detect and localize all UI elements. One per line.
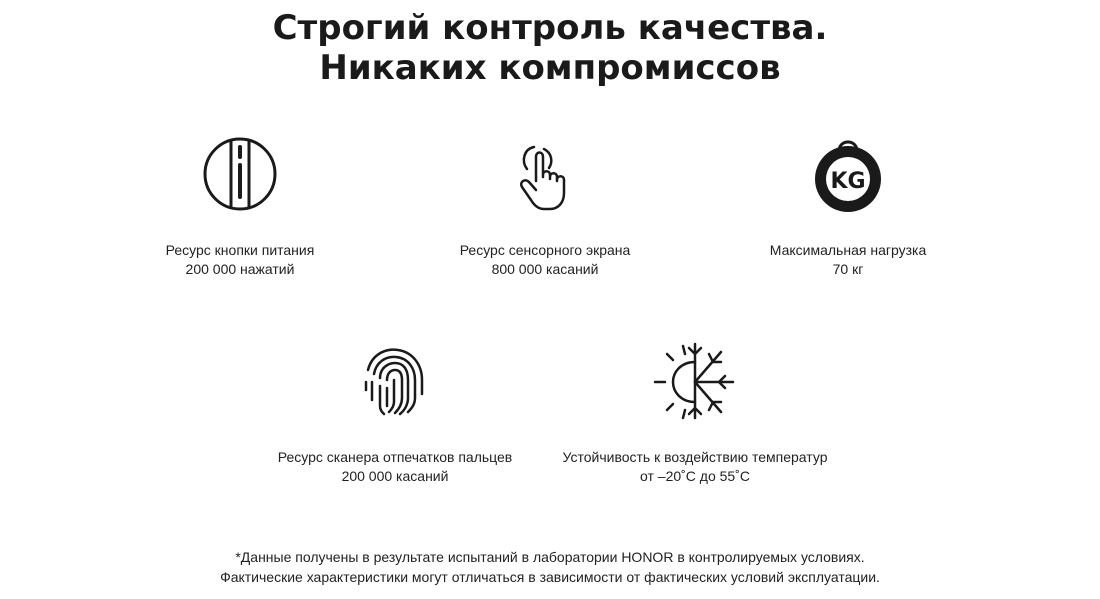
- feature-value: 70 кг: [832, 261, 864, 277]
- feature-fingerprint-scanner: [255, 342, 535, 486]
- footnote: [0, 547, 1100, 587]
- feature-value: 200 000 нажатий: [185, 261, 295, 277]
- feature-max-load: [728, 135, 968, 279]
- feature-value: от –20˚C до 55˚C: [640, 468, 750, 484]
- sun-snowflake-icon: [653, 342, 737, 420]
- page-title: [0, 8, 1100, 88]
- feature-label: Ресурс сенсорного экрана: [459, 242, 631, 258]
- feature-label: Ресурс кнопки питания: [165, 242, 315, 258]
- feature-label: Ресурс сканера отпечатков пальцев: [277, 449, 513, 465]
- feature-power-button: [120, 135, 360, 279]
- feature-label: Устойчивость к воздействию температур: [562, 449, 828, 465]
- feature-value: 800 000 касаний: [491, 261, 599, 277]
- power-button-icon: [201, 135, 279, 213]
- touch-finger-icon: [506, 135, 584, 213]
- page-title-line-2: Никаких компромиссов: [319, 48, 781, 88]
- feature-temperature-resistance: [545, 342, 845, 486]
- footnote-line-1: *Данные получены в результате испытаний в лаборатории HONOR в контролируемых условиях.: [235, 549, 865, 565]
- kg-weight-icon-label: KG: [830, 169, 866, 194]
- feature-label: Максимальная нагрузка: [769, 242, 927, 258]
- feature-value: 200 000 касаний: [341, 468, 449, 484]
- page-title-line-1: Строгий контроль качества.: [272, 8, 828, 48]
- kg-weight-icon: [809, 135, 887, 213]
- feature-touch-screen: [420, 135, 670, 279]
- footnote-line-2: Фактические характеристики могут отличаться в зависимости от фактических условий эксплуатации.: [220, 569, 880, 585]
- fingerprint-icon: [360, 342, 430, 420]
